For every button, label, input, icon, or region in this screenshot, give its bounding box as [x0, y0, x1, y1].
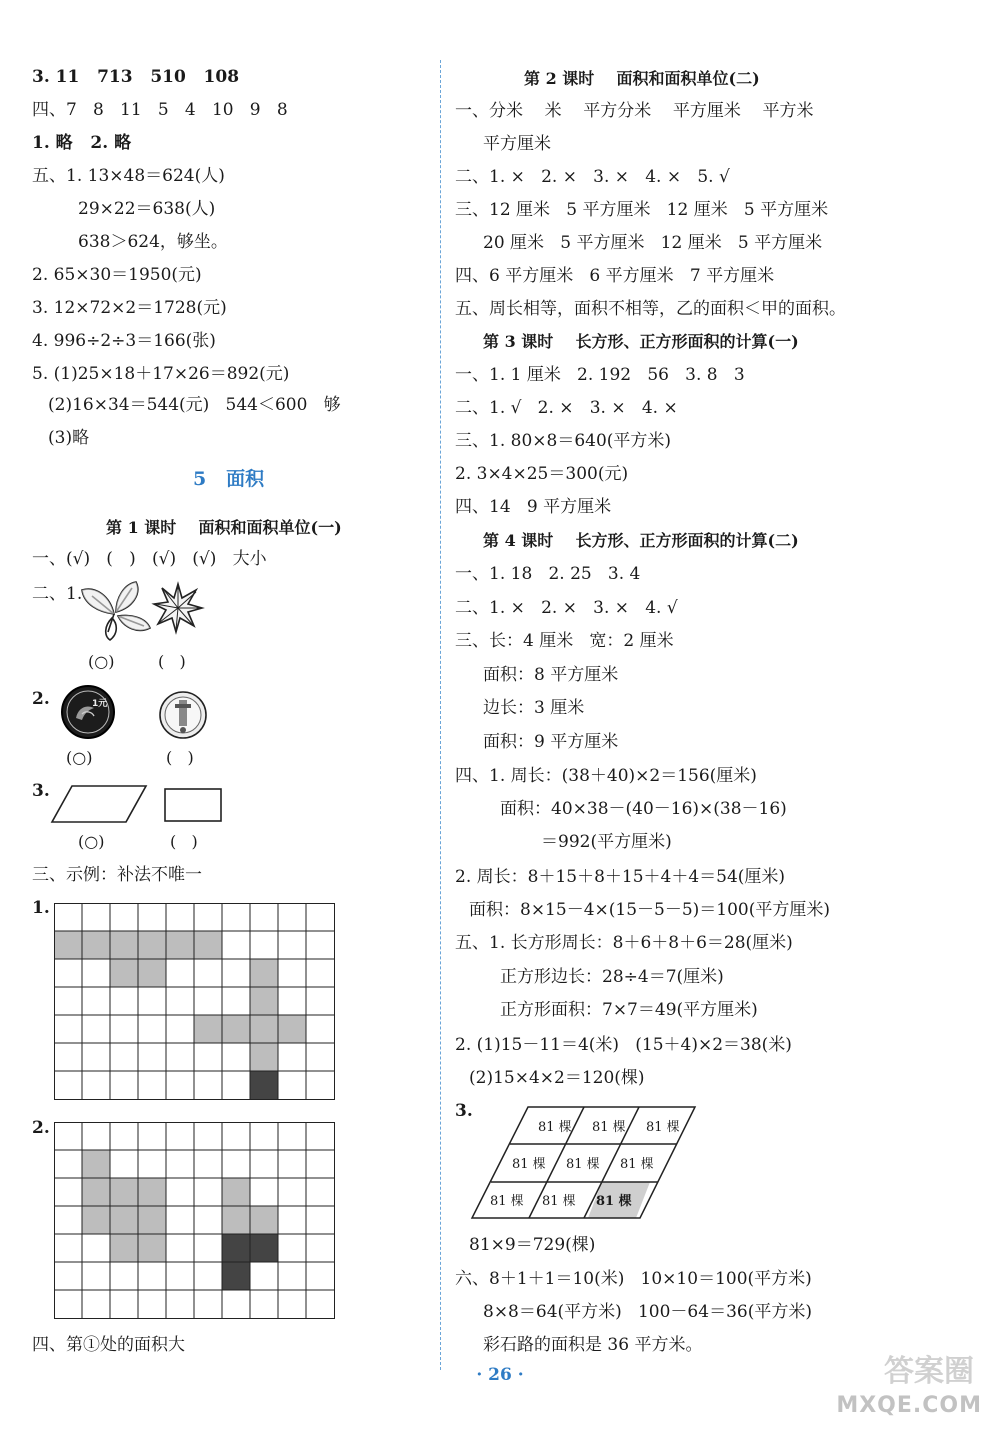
answer-line: 2. — [32, 689, 50, 709]
lesson-title: 第 2 课时 面积和面积单位(二) — [524, 69, 760, 88]
answer-line: 1. 略 2. 略 — [32, 133, 132, 153]
lesson-title: 第 4 课时 长方形、正方形面积的计算(二) — [483, 531, 799, 550]
answer-line: 平方厘米 — [483, 134, 551, 154]
answer-line: 3. 11 713 510 108 — [32, 67, 240, 87]
cell-label: 81 棵 — [538, 1120, 572, 1135]
answer-line: 三、1. 80×8＝640(平方米) — [455, 431, 672, 451]
answer-line: 2. 65×30＝1950(元) — [32, 265, 202, 285]
cell-label: 81 棵 — [592, 1120, 626, 1135]
answer-choice: ( ) — [158, 652, 186, 671]
answer-line: 五、1. 长方形周长：8＋6＋8＋6＝28(厘米) — [455, 933, 793, 953]
answer-line: 正方形边长：28÷4＝7(厘米) — [500, 967, 724, 987]
answer-line: 二、1. × 2. × 3. × 4. × 5. √ — [455, 167, 730, 187]
answer-line: 三、12 厘米 5 平方厘米 12 厘米 5 平方厘米 — [455, 200, 829, 220]
answer-line: 4. 996÷2÷3＝166(张) — [32, 331, 216, 351]
answer-line: 5. (1)25×18＋17×26＝892(元) — [32, 364, 290, 384]
section-title: 5 面积 — [193, 468, 265, 490]
lesson-title: 第 1 课时 面积和面积单位(一) — [106, 518, 342, 537]
cell-label: 81 棵 — [620, 1157, 654, 1172]
answer-line: 四、1. 周长：(38＋40)×2＝156(厘米) — [455, 766, 757, 786]
answer-line: 3. — [32, 781, 50, 801]
field-diagram — [470, 1104, 698, 1222]
watermark-url: MXQE.COM — [836, 1393, 982, 1418]
answer-line: 四、第①处的面积大 — [32, 1335, 185, 1355]
page-number-value: 26 — [488, 1365, 512, 1385]
answer-line: 20 厘米 5 平方厘米 12 厘米 5 平方厘米 — [483, 233, 823, 253]
answer-line: 3. — [455, 1101, 473, 1121]
answer-line: 1. — [32, 898, 50, 918]
answer-line: 一、1. 18 2. 25 3. 4 — [455, 564, 641, 584]
leaf-icon — [150, 580, 206, 636]
coin-value-label: 1元 — [92, 699, 108, 709]
area-grid-2 — [54, 1122, 338, 1319]
answer-line: 二、1. × 2. × 3. × 4. √ — [455, 598, 678, 618]
answer-line: 638＞624，够坐。 — [78, 232, 228, 252]
answer-line: 29×22＝638(人) — [78, 199, 216, 219]
answer-line: 8×8＝64(平方米) 100－64＝36(平方米) — [483, 1302, 812, 1322]
lesson-title: 第 3 课时 长方形、正方形面积的计算(一) — [483, 332, 799, 351]
area-grid-1 — [54, 903, 338, 1100]
answer-line: 面积：8 平方厘米 — [483, 665, 619, 685]
cell-label-highlight: 81 棵 — [596, 1194, 632, 1209]
answer-choice: (○) — [78, 832, 105, 851]
answer-line: 81×9＝729(棵) — [469, 1235, 596, 1255]
answer-line: 五、1. 13×48＝624(人) — [32, 166, 225, 186]
answer-line: 三、示例：补法不唯一 — [32, 865, 202, 885]
answer-choice: (○) — [88, 652, 115, 671]
answer-line: 三、长：4 厘米 宽：2 厘米 — [455, 631, 674, 651]
leaf-icon — [78, 580, 154, 642]
answer-line: (2)15×4×2＝120(棵) — [469, 1068, 645, 1088]
answer-choice: ( ) — [166, 748, 194, 767]
cell-label: 81 棵 — [542, 1194, 576, 1209]
answer-line: 六、8＋1＋1＝10(米) 10×10＝100(平方米) — [455, 1269, 812, 1289]
answer-line: 边长：3 厘米 — [483, 698, 585, 718]
answer-line: 2. — [32, 1118, 50, 1138]
answer-line: 面积：9 平方厘米 — [483, 732, 619, 752]
answer-line: 2. 周长：8＋15＋8＋15＋4＋4＝54(厘米) — [455, 867, 786, 887]
answer-line: 2. (1)15－11＝4(米) (15＋4)×2＝38(米) — [455, 1035, 792, 1055]
answer-line: 彩石路的面积是 36 平方米。 — [483, 1335, 703, 1355]
cell-label: 81 棵 — [490, 1194, 524, 1209]
answer-line: 四、14 9 平方厘米 — [455, 497, 612, 517]
watermark-logo: 答案圈 — [884, 1354, 974, 1389]
answer-choice: ( ) — [170, 832, 198, 851]
answer-line: 2. 3×4×25＝300(元) — [455, 464, 629, 484]
cell-label: 81 棵 — [512, 1157, 546, 1172]
cell-label: 81 棵 — [646, 1120, 680, 1135]
answer-line: 一、分米 米 平方分米 平方厘米 平方米 — [455, 101, 814, 121]
answer-line: 面积：40×38－(40－16)×(38－16) — [500, 799, 787, 819]
answer-line: (3)略 — [48, 428, 90, 448]
answer-line: 二、1. — [32, 584, 83, 604]
answer-line: 面积：8×15－4×(15－5－5)＝100(平方厘米) — [469, 900, 830, 920]
column-divider — [440, 60, 441, 1370]
answer-line: 四、7 8 11 5 4 10 9 8 — [32, 100, 288, 120]
rectangle-shape — [164, 788, 222, 822]
answer-line: ＝992(平方厘米) — [541, 832, 672, 852]
coin-icon — [60, 684, 116, 740]
answer-line: (2)16×34＝544(元) 544＜600 够 — [48, 395, 341, 415]
parallelogram-shape — [50, 784, 150, 824]
answer-line: 正方形面积：7×7＝49(平方厘米) — [500, 1000, 758, 1020]
coin-icon — [158, 690, 208, 740]
answer-line: 一、1. 1 厘米 2. 192 56 3. 8 3 — [455, 365, 745, 385]
answer-line: 五、周长相等，面积不相等，乙的面积＜甲的面积。 — [455, 299, 846, 319]
answer-line: 二、1. √ 2. × 3. × 4. × — [455, 398, 678, 418]
page-number: · 26 · — [476, 1365, 524, 1385]
answer-line: 四、6 平方厘米 6 平方厘米 7 平方厘米 — [455, 266, 775, 286]
answer-line: 3. 12×72×2＝1728(元) — [32, 298, 227, 318]
answer-choice: (○) — [66, 748, 93, 767]
answer-line: 一、(√) ( ) (√) (√) 大小 — [32, 549, 267, 569]
cell-label: 81 棵 — [566, 1157, 600, 1172]
